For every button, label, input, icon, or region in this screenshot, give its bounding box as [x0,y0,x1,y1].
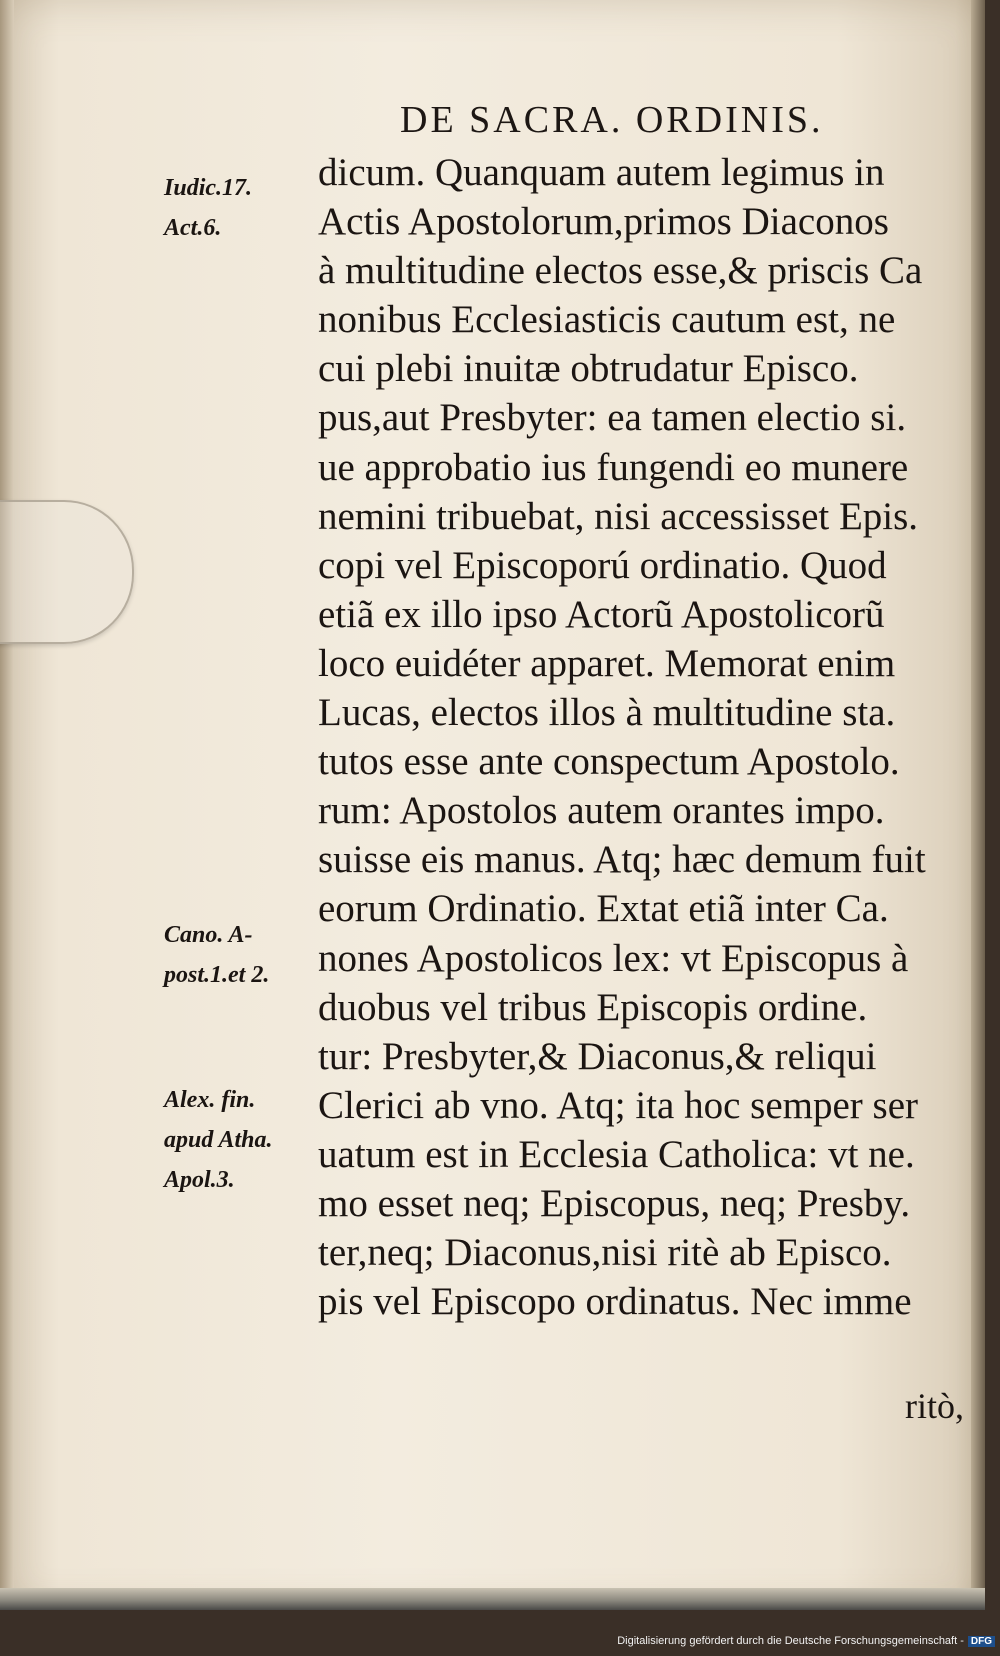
body-line: Clerici ab vno. Atq; ita hoc semper ser [318,1083,919,1127]
body-line: nemini tribuebat, nisi accessisset Epis. [318,494,919,538]
marginal-note-line: apud Atha. [164,1127,273,1153]
body-line: ter,neq; Diaconus,nisi ritè ab Episco. [318,1231,892,1275]
catchword: ritò, [905,1386,964,1426]
body-line: copi vel Episcoporú ordinatio. Quod [318,543,887,587]
marginal-note-line: Iudic.17. [164,175,253,201]
marginal-note [164,1080,314,1200]
dfg-logo: DFG [968,1636,995,1647]
body-line: loco euidéter apparet. Memorat enim [318,641,896,685]
body-line: nonibus Ecclesiasticis cautum est, ne [318,298,896,342]
body-line: mo esset neq; Episcopus, neq; Presby. [318,1181,911,1225]
body-line: pus,aut Presbyter: ea tamen electio si. [318,396,907,440]
body-line: à multitudine electos esse,& priscis Ca [318,249,923,293]
body-line: tutos esse ante conspectum Apostolo. [318,740,900,784]
running-head: DE SACRA. ORDINIS. [400,99,824,141]
body-line: nones Apostolicos lex: vt Episcopus à [318,936,909,980]
marginal-note-line: Cano. A- [164,922,253,948]
body-line: etiã ex illo ipso Actorũ Apostolicorũ [318,592,885,636]
page-binding [0,0,14,1610]
body-line: Lucas, electos illos à multitudine sta. [318,691,896,735]
funding-credit-text: Digitalisierung gefördert durch die Deutsche Forschungsgemeinschaft - [617,1635,964,1647]
body-line: uatum est in Ecclesia Catholica: vt ne. [318,1132,915,1176]
body-line: eorum Ordinatio. Extat etiã inter Ca. [318,887,889,931]
page-edge-bottom [0,1588,985,1610]
body-line: duobus vel tribus Episcopis ordine. [318,985,868,1029]
body-line: suisse eis manus. Atq; hæc demum fuit [318,838,926,882]
body-line: ue approbatio ius fungendi eo munere [318,445,909,489]
body-line: dicum. Quanquam autem legimus in [318,151,885,194]
marginal-note-line: post.1.et 2. [164,962,270,988]
body-line: Actis Apostolorum,primos Diaconos [318,200,889,244]
body-text [318,148,983,1326]
body-line: rum: Apostolos autem orantes impo. [318,789,885,833]
glass-clamp [0,500,134,644]
body-line: cui plebi inuitæ obtrudatur Episco. [318,347,859,391]
funding-credit [585,1635,995,1647]
body-line: pis vel Episcopo ordinatus. Nec imme [318,1280,912,1324]
marginal-note-line: Alex. fin. [164,1087,256,1113]
marginal-note [164,915,314,995]
marginal-note [164,168,314,248]
marginal-note-line: Act.6. [164,215,222,241]
marginal-note-line: Apol.3. [164,1167,235,1193]
body-line: tur: Presbyter,& Diaconus,& reliqui [318,1034,877,1078]
